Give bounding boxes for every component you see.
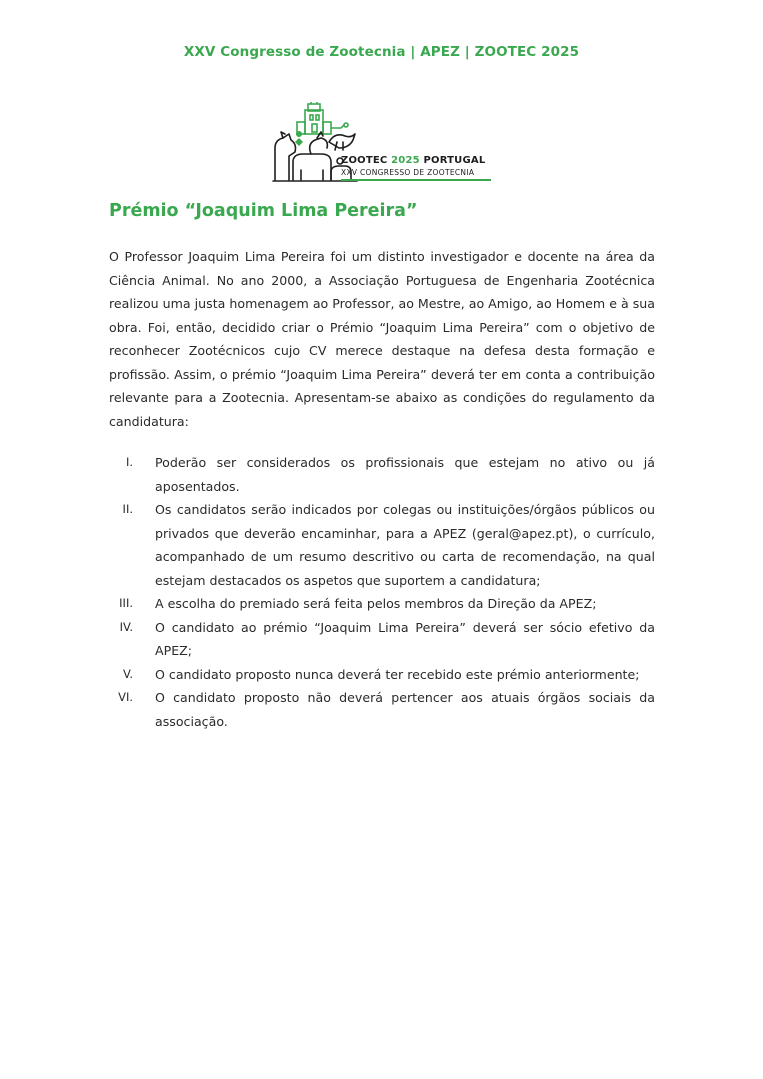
list-item-number: IV. xyxy=(119,619,133,634)
rules-list xyxy=(109,451,655,733)
list-item-text: O candidato proposto nunca deverá ter recebido este prémio anteriormente; xyxy=(155,666,640,682)
list-item-text: Os candidatos serão indicados por colegas ou instituições/órgãos públicos ou privados que deverão encaminhar, para a APEZ (geral@apez.pt), o currículo, acompanhado de um resumo descritivo ou carta de recomendação, na qual estejam destacados os aspetos que suportem a candidatura; xyxy=(155,502,655,588)
logo-wordmark: ZOOTEC 2025 PORTUGAL xyxy=(341,155,486,166)
list-item-number: II. xyxy=(122,502,133,516)
list-item xyxy=(109,686,655,733)
list-item xyxy=(109,498,655,592)
page-header: XXV Congresso de Zootecnia | APEZ | ZOOTEC 2025 xyxy=(183,44,580,60)
list-item-number: VI. xyxy=(118,690,133,704)
logo-underline xyxy=(341,179,491,181)
list-item-number: III. xyxy=(119,596,133,610)
list-item xyxy=(109,592,655,616)
list-item-text: O candidato proposto não deverá pertencer aos atuais órgãos sociais da associação. xyxy=(155,690,655,729)
list-item xyxy=(109,663,655,687)
list-item xyxy=(109,451,655,498)
list-item-text: O candidato ao prémio “Joaquim Lima Pereira” deverá ser sócio efetivo da APEZ; xyxy=(155,619,655,658)
zootec-logo xyxy=(271,102,493,184)
logo-subtitle: XXV CONGRESSO DE ZOOTECNIA xyxy=(341,168,475,177)
list-item xyxy=(109,616,655,663)
list-item-number: I. xyxy=(125,455,133,469)
intro-paragraph: O Professor Joaquim Lima Pereira foi um distinto investigador e docente na área da Ciência Animal. No ano 2000, a Associação Portuguesa de Engenharia Zootécnica realizou uma justa homenagem ao Professor, ao Mestre, ao Amigo, ao Homem e à sua obra. Foi, então, decidido criar o Prémio “Joaquim Lima Pereira” com o objetivo de reconhecer Zootécnicos cujo CV merece destaque na defesa desta formação e profissão. Assim, o prémio “Joaquim Lima Pereira” deverá ter em conta a contribuição relevante para a Zootecnia. Apresentam-se abaixo as condições do regulamento da candidatura: xyxy=(109,249,655,429)
list-item-text: Poderão ser considerados os profissionais que estejam no ativo ou já aposentados. xyxy=(155,455,655,494)
list-item-number: V. xyxy=(122,666,133,681)
list-item-text: A escolha do premiado será feita pelos membros da Direção da APEZ; xyxy=(155,596,597,611)
document-title: Prémio “Joaquim Lima Pereira” xyxy=(109,201,418,221)
